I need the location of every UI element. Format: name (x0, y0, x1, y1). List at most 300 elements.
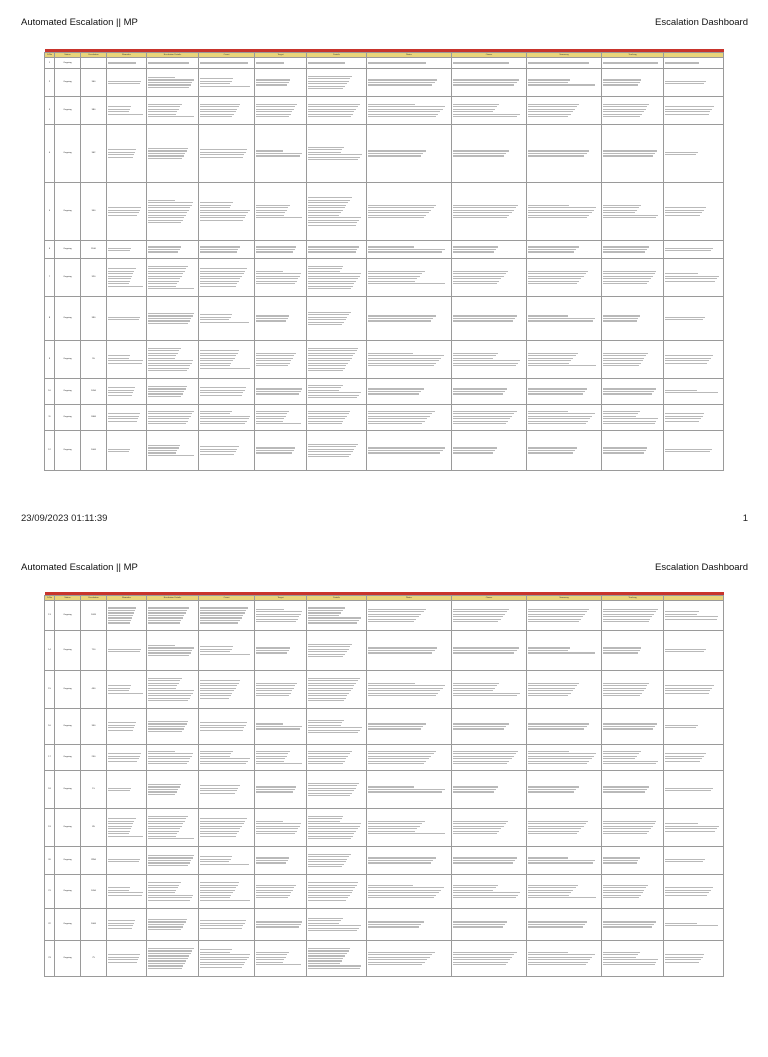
table-cell (527, 183, 602, 241)
cell-text-line (603, 205, 641, 206)
cell-text-line (603, 84, 638, 85)
row-code: 1050 (81, 875, 107, 909)
cell-text-line (528, 609, 590, 610)
cell-text-line (308, 751, 352, 752)
cell-text-line (108, 957, 139, 958)
table-cell (664, 241, 724, 259)
cell-text-line (308, 411, 351, 412)
row-number: 3 (45, 97, 55, 125)
cell-text-line (603, 423, 655, 424)
cell-text-line (453, 821, 508, 822)
table-cell (602, 601, 664, 631)
cell-text-line (256, 251, 294, 252)
cell-text-line (308, 965, 362, 966)
cell-text-line (603, 276, 653, 277)
cell-text-line (528, 786, 579, 787)
table-cell (255, 909, 307, 941)
cell-text-line (665, 651, 705, 652)
cell-text-line (603, 887, 647, 888)
table-cell (107, 631, 147, 671)
table-cell (452, 183, 527, 241)
cell-text-line (256, 84, 288, 85)
cell-text-line (308, 266, 344, 267)
cell-text-line (603, 751, 641, 752)
cell-text-line (108, 81, 142, 82)
table-cell (452, 771, 527, 809)
cell-text-line (200, 831, 239, 832)
cell-text-line (308, 104, 360, 105)
row-code: 1000 (81, 909, 107, 941)
cell-text-line (308, 700, 344, 701)
cell-text-line (200, 111, 236, 112)
cell-text-line (108, 212, 139, 213)
cell-text-line (368, 318, 433, 319)
cell-text-line (148, 695, 192, 696)
cell-text-line (368, 450, 443, 451)
cell-text-line (603, 273, 655, 274)
cell-text-line (200, 246, 240, 247)
report-title: Automated Escalation || MP (21, 562, 138, 573)
cell-text-line (308, 756, 348, 757)
table-cell (255, 847, 307, 875)
cell-text-line (603, 111, 644, 112)
cell-text-line (200, 114, 234, 115)
cell-text-line (528, 726, 587, 727)
cell-text-line (200, 286, 236, 287)
cell-text-line (368, 688, 443, 689)
cell-text-line (148, 109, 179, 110)
cell-text-line (200, 620, 240, 621)
table-cell (452, 745, 527, 771)
cell-text-line (528, 388, 588, 389)
cell-text-line (308, 154, 362, 155)
row-status: Ongoing (55, 241, 81, 259)
row-status: Ongoing (55, 941, 81, 977)
cell-text-line (148, 698, 190, 699)
cell-text-line (368, 652, 433, 653)
cell-text-line (148, 286, 176, 287)
cell-text-line (256, 964, 302, 965)
table-cell (367, 97, 452, 125)
table-cell (307, 97, 367, 125)
table-cell (527, 379, 602, 405)
cell-text-line (603, 153, 656, 154)
cell-text-line (603, 355, 647, 356)
table-cell (107, 847, 147, 875)
table-row (45, 809, 724, 847)
cell-text-line (453, 104, 500, 105)
cell-text-line (148, 249, 180, 250)
cell-text-line (368, 273, 423, 274)
cell-text-line (603, 619, 651, 620)
cell-text-line (148, 153, 186, 154)
cell-text-line (308, 281, 357, 282)
cell-text-line (665, 215, 701, 216)
cell-text-line (453, 114, 520, 115)
cell-text-line (200, 949, 232, 950)
row-status: Ongoing (55, 431, 81, 471)
cell-text-line (665, 392, 719, 393)
cell-text-line (528, 616, 583, 617)
cell-text-line (200, 350, 240, 351)
cell-text-line (528, 278, 582, 279)
cell-text-line (603, 388, 656, 389)
cell-text-line (200, 756, 230, 757)
cell-text-line (148, 650, 193, 651)
row-number: 12 (45, 431, 55, 471)
cell-text-line (665, 355, 713, 356)
cell-text-line (256, 831, 297, 832)
cell-text-line (368, 271, 425, 272)
cell-text-line (308, 828, 358, 829)
cell-text-line (528, 857, 569, 858)
cell-text-line (256, 756, 287, 757)
cell-text-line (200, 954, 251, 955)
cell-text-line (148, 281, 179, 282)
cell-text-line (665, 727, 697, 728)
cell-text-line (368, 621, 414, 622)
cell-text-line (308, 324, 343, 325)
cell-text-line (368, 106, 446, 107)
table-cell (664, 58, 724, 69)
cell-text-line (148, 958, 188, 959)
cell-text-line (148, 784, 182, 785)
cell-text-line (528, 756, 594, 757)
cell-text-line (200, 220, 244, 221)
cell-text-line (108, 416, 139, 417)
cell-text-line (368, 84, 433, 85)
cell-text-line (148, 318, 192, 319)
cell-text-line (256, 688, 294, 689)
cell-text-line (108, 730, 133, 731)
cell-text-line (200, 688, 236, 689)
cell-text-line (665, 753, 706, 754)
cell-text-line (148, 323, 189, 324)
cell-text-line (200, 212, 248, 213)
cell-text-line (200, 413, 231, 414)
cell-text-line (528, 353, 578, 354)
table-cell (527, 125, 602, 183)
table-cell (602, 183, 664, 241)
cell-text-line (200, 83, 231, 84)
cell-text-line (453, 751, 519, 752)
cell-text-line (148, 251, 179, 252)
cell-text-line (200, 271, 246, 272)
cell-text-line (603, 892, 643, 893)
cell-text-line (308, 312, 351, 313)
table-cell (602, 259, 664, 297)
table-cell (107, 601, 147, 631)
cell-text-line (528, 826, 584, 827)
cell-text-line (528, 217, 588, 218)
cell-text-line (308, 205, 347, 206)
cell-text-line (603, 212, 636, 213)
cell-text-line (148, 278, 181, 279)
cell-text-line (256, 650, 289, 651)
cell-text-line (200, 683, 239, 684)
cell-text-line (308, 654, 346, 655)
cell-text-line (256, 271, 283, 272)
cell-text-line (453, 831, 500, 832)
cell-text-line (308, 202, 348, 203)
row-status: Ongoing (55, 341, 81, 379)
cell-text-line (603, 763, 656, 764)
table-cell (307, 379, 367, 405)
table-cell (147, 431, 199, 471)
row-number: 21 (45, 875, 55, 909)
cell-text-line (603, 753, 639, 754)
cell-text-line (603, 391, 654, 392)
row-status: Ongoing (55, 847, 81, 875)
cell-text-line (148, 826, 182, 827)
cell-text-line (308, 397, 358, 398)
cell-text-line (200, 268, 247, 269)
table-cell (527, 941, 602, 977)
cell-text-line (108, 392, 133, 393)
table-cell (307, 259, 367, 297)
cell-text-line (603, 609, 658, 610)
row-code: 450 (81, 671, 107, 709)
cell-text-line (603, 823, 655, 824)
cell-text-line (148, 391, 185, 392)
cell-text-line (308, 950, 349, 951)
cell-text-line (256, 450, 294, 451)
cell-text-line (200, 654, 251, 655)
cell-text-line (148, 77, 176, 78)
cell-text-line (148, 926, 183, 927)
cell-text-line (453, 423, 506, 424)
table-row (45, 709, 724, 745)
table-cell (107, 297, 147, 341)
cell-text-line (148, 965, 184, 966)
table-cell (307, 771, 367, 809)
cell-text-line (308, 953, 347, 954)
cell-text-line (368, 885, 414, 886)
cell-text-line (108, 271, 135, 272)
cell-text-line (148, 693, 193, 694)
row-code: 350 (81, 709, 107, 745)
page-header (21, 562, 748, 576)
table-cell (307, 125, 367, 183)
cell-text-line (108, 758, 139, 759)
row-code: 320 (81, 259, 107, 297)
cell-text-line (528, 611, 588, 612)
cell-text-line (603, 315, 641, 316)
cell-text-line (603, 926, 653, 927)
cell-text-line (528, 212, 592, 213)
cell-text-line (308, 421, 344, 422)
cell-text-line (308, 358, 352, 359)
cell-text-line (368, 761, 427, 762)
cell-text-line (308, 763, 343, 764)
table-cell (199, 183, 255, 241)
cell-text-line (665, 962, 700, 963)
cell-text-line (256, 150, 284, 151)
cell-text-line (368, 363, 437, 364)
table-cell (664, 379, 724, 405)
cell-text-line (603, 885, 648, 886)
column-header: Remarks (107, 596, 147, 601)
cell-text-line (528, 619, 581, 620)
cell-text-line (256, 391, 301, 392)
cell-text-line (308, 615, 340, 616)
table-cell (107, 745, 147, 771)
cell-text-line (256, 693, 291, 694)
cell-text-line (148, 111, 178, 112)
cell-text-line (308, 836, 353, 837)
column-header: Escalation (81, 596, 107, 601)
cell-text-line (148, 753, 194, 754)
cell-text-line (308, 685, 355, 686)
cell-text-line (308, 622, 358, 623)
table-cell (107, 125, 147, 183)
table-cell (307, 183, 367, 241)
cell-text-line (108, 962, 137, 963)
cell-text-line (603, 116, 641, 117)
cell-text-line (108, 828, 131, 829)
cell-text-line (368, 952, 435, 953)
table-row (45, 259, 724, 297)
cell-text-line (368, 82, 435, 83)
cell-text-line (108, 62, 137, 63)
table-cell (664, 709, 724, 745)
cell-text-line (148, 731, 183, 732)
column-header: Escalation Details (147, 53, 199, 58)
cell-text-line (108, 607, 137, 608)
cell-text-line (108, 688, 130, 689)
cell-text-line (528, 106, 578, 107)
table-cell (602, 341, 664, 379)
cell-text-line (200, 649, 232, 650)
cell-text-line (256, 447, 296, 448)
table-cell (307, 601, 367, 631)
cell-text-line (108, 693, 143, 694)
cell-text-line (528, 862, 594, 863)
cell-text-line (665, 861, 704, 862)
table-cell (199, 745, 255, 771)
cell-text-line (148, 423, 187, 424)
cell-text-line (528, 114, 571, 115)
table-cell (255, 183, 307, 241)
cell-text-line (148, 678, 182, 679)
cell-text-line (528, 207, 596, 208)
cell-text-line (528, 205, 570, 206)
cell-text-line (148, 313, 195, 314)
cell-text-line (148, 794, 176, 795)
cell-text-line (528, 685, 578, 686)
cell-text-line (665, 828, 718, 829)
cell-text-line (453, 957, 513, 958)
table-cell (664, 671, 724, 709)
cell-text-line (368, 281, 415, 282)
cell-text-line (256, 789, 295, 790)
cell-text-line (665, 649, 707, 650)
cell-text-line (148, 79, 194, 80)
cell-text-line (148, 617, 183, 618)
cell-text-line (308, 62, 345, 63)
column-header: Target (255, 53, 307, 58)
cell-text-line (200, 319, 230, 320)
table-cell (107, 183, 147, 241)
cell-text-line (308, 644, 353, 645)
cell-text-line (603, 413, 638, 414)
cell-text-line (108, 83, 141, 84)
cell-text-line (148, 62, 189, 63)
cell-text-line (200, 651, 231, 652)
cell-text-line (308, 363, 348, 364)
cell-text-line (453, 273, 506, 274)
cell-text-line (148, 447, 179, 448)
cell-text-line (256, 924, 301, 925)
table-cell (255, 125, 307, 183)
row-number: 18 (45, 771, 55, 809)
cell-text-line (368, 763, 424, 764)
cell-text-line (256, 353, 296, 354)
row-number: 10 (45, 379, 55, 405)
cell-text-line (453, 761, 510, 762)
table-cell (367, 241, 452, 259)
cell-text-line (665, 358, 711, 359)
cell-text-line (108, 923, 134, 924)
cell-text-line (368, 358, 442, 359)
cell-text-line (200, 610, 247, 611)
cell-text-line (108, 887, 131, 888)
cell-text-line (453, 833, 497, 834)
cell-text-line (200, 753, 232, 754)
cell-text-line (528, 391, 586, 392)
cell-text-line (665, 823, 698, 824)
cell-text-line (528, 246, 579, 247)
cell-text-line (453, 756, 514, 757)
row-status: Ongoing (55, 58, 81, 69)
cell-text-line (368, 611, 424, 612)
cell-text-line (200, 967, 243, 968)
cell-text-line (148, 363, 192, 364)
cell-text-line (453, 82, 517, 83)
cell-text-line (603, 685, 648, 686)
cell-text-line (665, 390, 697, 391)
cell-text-line (453, 826, 504, 827)
cell-text-line (308, 451, 353, 452)
table-cell (527, 875, 602, 909)
cell-text-line (453, 926, 503, 927)
cell-text-line (108, 210, 140, 211)
table-cell (307, 405, 367, 431)
cell-text-line (308, 418, 346, 419)
table-row (45, 431, 724, 471)
table-cell (255, 97, 307, 125)
cell-text-line (528, 320, 594, 321)
cell-text-line (308, 727, 362, 728)
cell-text-line (453, 363, 519, 364)
cell-text-line (665, 154, 697, 155)
table-row (45, 125, 724, 183)
cell-text-line (368, 207, 434, 208)
cell-text-line (108, 268, 136, 269)
cell-text-line (453, 690, 493, 691)
cell-text-line (368, 728, 421, 729)
cell-text-line (453, 924, 505, 925)
table-cell (367, 125, 452, 183)
cell-text-line (453, 393, 503, 394)
table-cell (527, 431, 602, 471)
cell-text-line (200, 322, 250, 323)
table-cell (664, 69, 724, 97)
table-row (45, 58, 724, 69)
table-cell (602, 771, 664, 809)
cell-text-line (603, 150, 657, 151)
cell-text-line (603, 104, 650, 105)
